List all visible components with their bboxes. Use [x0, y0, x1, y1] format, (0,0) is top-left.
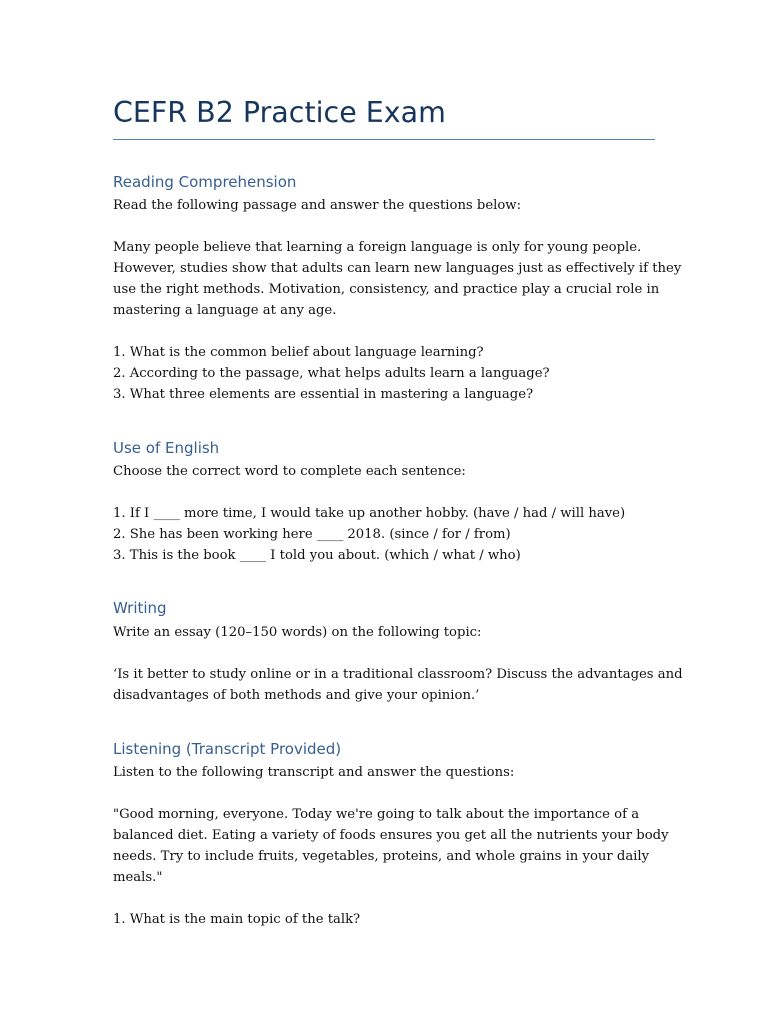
use-of-english-item: 1. If I ____ more time, I would take up another hobby. (have / had / will have)	[113, 506, 626, 521]
listening-transcript-line: balanced diet. Eating a variety of foods ensures you get all the nutrients your body	[113, 828, 669, 843]
listening-transcript-line: "Good morning, everyone. Today we're going to talk about the importance of a	[113, 807, 640, 822]
reading-passage-line: use the right methods. Motivation, consistency, and practice play a crucial role in	[113, 282, 660, 297]
reading-heading: Reading Comprehension	[113, 173, 297, 191]
listening-question: 1. What is the main topic of the talk?	[113, 912, 361, 927]
reading-question: 1. What is the common belief about language learning?	[113, 345, 484, 360]
reading-question: 2. According to the passage, what helps adults learn a language?	[113, 366, 550, 381]
use-of-english-instruction: Choose the correct word to complete each sentence:	[113, 464, 466, 479]
use-of-english-item: 2. She has been working here ____ 2018. (since / for / from)	[113, 527, 511, 542]
reading-passage-line: mastering a language at any age.	[113, 303, 337, 318]
title-divider	[113, 139, 655, 140]
listening-transcript-line: needs. Try to include fruits, vegetables, proteins, and whole grains in your daily	[113, 849, 650, 864]
document-title: CEFR B2 Practice Exam	[113, 96, 446, 129]
listening-instruction: Listen to the following transcript and answer the questions:	[113, 765, 515, 780]
reading-passage-line: However, studies show that adults can learn new languages just as effectively if they	[113, 261, 682, 276]
reading-instruction: Read the following passage and answer the questions below:	[113, 198, 522, 213]
writing-instruction: Write an essay (120–150 words) on the following topic:	[113, 625, 482, 640]
listening-transcript-line: meals."	[113, 870, 163, 885]
writing-topic-line: disadvantages of both methods and give your opinion.’	[113, 688, 480, 703]
writing-heading: Writing	[113, 599, 167, 617]
listening-heading: Listening (Transcript Provided)	[113, 740, 342, 758]
reading-passage-line: Many people believe that learning a foreign language is only for young people.	[113, 240, 642, 255]
writing-topic-line: ‘Is it better to study online or in a traditional classroom? Discuss the advantages and	[113, 667, 683, 682]
use-of-english-item: 3. This is the book ____ I told you about. (which / what / who)	[113, 548, 521, 563]
reading-question: 3. What three elements are essential in mastering a language?	[113, 387, 534, 402]
use-of-english-heading: Use of English	[113, 439, 220, 457]
